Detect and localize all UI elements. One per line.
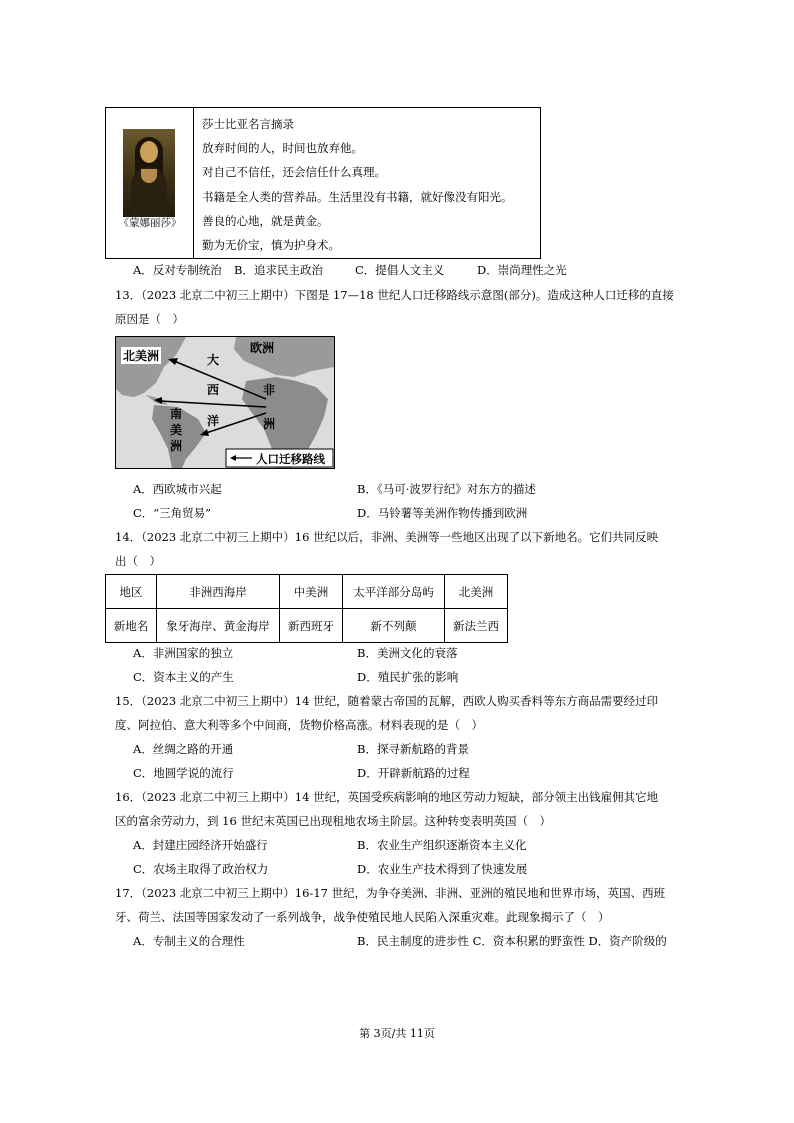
q16-option-d: D．农业生产技术得到了快速发展	[357, 862, 528, 876]
table-cell: 新西班牙	[280, 609, 343, 643]
q15-stem-line1: 15．（2023 北京二中初三上期中）14 世纪，随着蒙古帝国的瓦解，西欧人购买香料等东方商品需要经过印	[115, 694, 659, 708]
q14-table	[105, 574, 508, 643]
map-label-north-america: 北美洲	[123, 349, 160, 363]
q17-stem-line1: 17．（2023 北京二中初三上期中）16-17 世纪，为争夺美洲、非洲、亚洲的殖民地和世界市场，英国、西班	[115, 886, 666, 900]
quote-line: 放弃时间的人，时间也放弃他。	[202, 141, 363, 156]
table-row	[106, 609, 508, 643]
table-cell: 新法兰西	[445, 609, 508, 643]
table-cell: 地区	[106, 575, 157, 609]
table-cell: 新地名	[106, 609, 157, 643]
table-cell: 象牙海岸、黄金海岸	[157, 609, 280, 643]
q12-option-a: A．反对专制统治	[133, 263, 222, 277]
q17-option-a: A．专制主义的合理性	[133, 934, 245, 948]
q15-stem-line2: 度、阿拉伯、意大利等多个中间商，货物价格高涨。材料表现的是（ ）	[115, 718, 483, 732]
migration-map	[115, 336, 335, 469]
map-label-south-america-2: 美	[170, 423, 183, 437]
table-cell: 新不列颠	[343, 609, 445, 643]
painting-cell	[106, 108, 194, 258]
map-label-south-america-3: 洲	[170, 439, 183, 453]
q13-option-a: A．西欧城市兴起	[133, 482, 222, 496]
map-label-europe: 欧洲	[250, 341, 275, 355]
quote-lines	[202, 112, 513, 257]
q16-stem-line1: 16．（2023 北京二中初三上期中）14 世纪，英国受疾病影响的地区劳动力短缺，部分领主出钱雇佣其它地	[115, 790, 659, 804]
quote-line: 勤为无价宝，慎为护身术。	[202, 237, 340, 252]
q16-stem-line2: 区的富余劳动力，到 16 世纪末英国已出现租地农场主阶层。这种转变表明英国（ ）	[115, 814, 551, 828]
q14-option-c: C．资本主义的产生	[133, 670, 234, 684]
q17-stem-line2: 牙、荷兰、法国等国家发动了一系列战争，战争使殖民地人民陷入深重灾难。此现象揭示了（ ）	[115, 910, 610, 924]
map-label-africa-2: 洲	[263, 417, 276, 431]
q14-stem-line2: 出（ ）	[115, 554, 161, 568]
map-label-south-america-1: 南	[170, 407, 183, 421]
table-cell: 太平洋部分岛屿	[343, 575, 445, 609]
map-label-atlantic-1: 大	[207, 353, 220, 367]
table-row	[106, 575, 508, 609]
q15-option-c: C．地圆学说的流行	[133, 766, 234, 780]
q12-option-d: D．崇尚理性之光	[477, 263, 567, 277]
table-cell: 中美洲	[280, 575, 343, 609]
q12-option-b: B．追求民主政治	[234, 263, 323, 277]
quote-line: 善良的心地，就是黄金。	[202, 213, 329, 228]
q14-option-b: B．美洲文化的衰落	[357, 646, 458, 660]
q15-option-b: B．探寻新航路的背景	[357, 742, 469, 756]
table-cell: 非洲西海岸	[157, 575, 280, 609]
q16-option-b: B．农业生产组织逐渐资本主义化	[357, 838, 527, 852]
map-label-atlantic-2: 西	[207, 383, 220, 397]
quote-line: 对自己不信任，还会信任什么真理。	[202, 165, 386, 180]
painting-caption: 《蒙娜丽莎》	[118, 217, 182, 229]
q13-option-b: B．《马可·波罗行纪》对东方的描述	[357, 482, 536, 496]
quote-line: 书籍是全人类的营养品。生活里没有书籍，就好像没有阳光。	[202, 189, 513, 204]
table-cell: 北美洲	[445, 575, 508, 609]
q12-option-c: C．提倡人文主义	[355, 263, 445, 277]
q14-option-d: D．殖民扩张的影响	[357, 670, 459, 684]
map-legend-label: 人口迁移路线	[256, 452, 325, 466]
q13-stem-line1: 13．（2023 北京二中初三上期中）下图是 17—18 世纪人口迁移路线示意图(部分)。造成这种人口迁移的直接	[115, 288, 674, 302]
quote-box	[105, 107, 541, 259]
q16-option-a: A．封建庄园经济开始盛行	[133, 838, 268, 852]
q13-stem-line2: 原因是（ ）	[115, 312, 184, 326]
mona-lisa-image	[123, 129, 175, 217]
q13-option-d: D．马铃薯等美洲作物传播到欧洲	[357, 506, 528, 520]
map-label-atlantic-3: 洋	[207, 414, 220, 428]
map-label-africa-1: 非	[263, 383, 276, 397]
page-footer: 第 3页/共 11页	[359, 1027, 435, 1040]
q17-options-bcd: B．民主制度的进步性 C．资本积累的野蛮性 D．资产阶级的	[357, 934, 667, 948]
q15-option-d: D．开辟新航路的过程	[357, 766, 470, 780]
q15-option-a: A．丝绸之路的开通	[133, 742, 234, 756]
q14-stem-line1: 14．（2023 北京二中初三上期中）16 世纪以后，非洲、美洲等一些地区出现了以下新地名。它们共同反映	[115, 530, 659, 544]
q14-option-a: A．非洲国家的独立	[133, 646, 234, 660]
quote-title: 莎士比亚名言摘录	[202, 117, 294, 131]
q13-option-c: C．“三角贸易”	[133, 506, 212, 520]
q16-option-c: C．农场主取得了政治权力	[133, 862, 269, 876]
